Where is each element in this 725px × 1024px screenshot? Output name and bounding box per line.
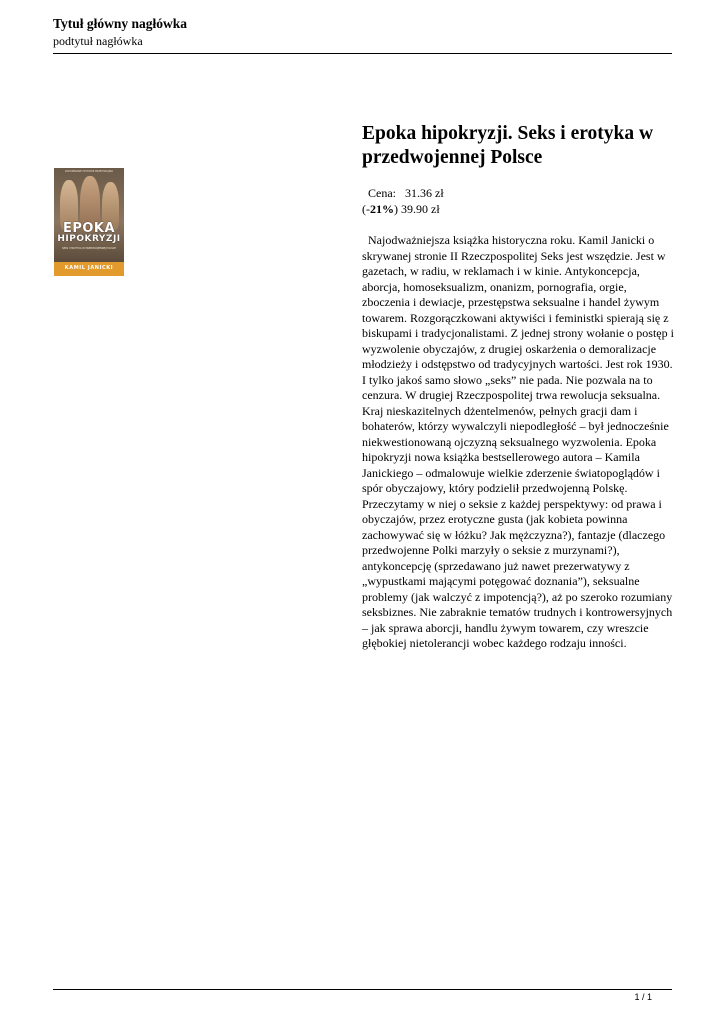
discount-open: (- — [362, 202, 370, 216]
discount-line — [362, 202, 440, 217]
price-label: Cena: — [368, 186, 396, 200]
book-cover-image — [54, 168, 124, 276]
footer-divider — [53, 989, 672, 990]
cover-series-line: ZAPOMNIANE HISTORIE PRZEDWOJNIA — [64, 170, 114, 173]
header-subtitle: podtytuł nagłówka — [53, 34, 143, 48]
book-description — [362, 233, 674, 652]
book-title: Epoka hipokryzji. Seks i erotyka w przedwojennej Polsce — [362, 123, 654, 168]
header-divider — [53, 53, 672, 54]
price-value: 31.36 zł — [405, 186, 444, 200]
price-line — [362, 186, 444, 201]
cover-subtitle: SEKS I EROTYKA W PRZEDWOJENNEJ POLSCE — [62, 247, 116, 250]
description-text: Najodważniejsza książka historyczna roku. Kamil Janicki o skrywanej stronie II Rzeczpospolitej Seks jest wszędzie. Jest w gazetach, w radiu, w reklamach i w kinie. Antykoncepcja, aborcja, homoseksualizm, onanizm, pornografia, orgie, zboczenia i dewiacje, przestępstwa seksualne i handel żywym towarem. Rozgorączkowani aktywiści i feministki spierają się z biskupami i tradycjonalistami. Z jednej strony wołanie o postęp i wyzwolenie obyczajów, z drugiej oskarżenia o demoralizacje młodzieży i odstępstwo od tradycyjnych wartości. Jest rok 1930. I tylko jakoś samo słowo „seks” nie pada. Nie pozwala na to cenzura. W drugiej Rzeczpospolitej trwa rewolucja seksualna. Kraj nieskazitelnych dżentelmenów, pełnych gracji dam i bohaterów, którzy wywalczyli niepodległość – był jednocześnie niekwestionowaną ojczyzną seksualnego wyzwolenia. Epoka hipokryzji nowa książka bestsellerowego autora – Kamila Janickiego – odmalowuje wielkie zderzenie światopoglądów i spór obyczajowy, który podzielił przedwojenną Polskę. Przeczytamy w niej o seksie z każdej perspektywy: od prawa i obyczajów, przez erotyczne gusta (jak kobieta powinna zachowywać się w łóżku? Jak mężczyzna?), fantazje (dlaczego przedwojenne Polki marzyły o seksie z murzynami?), antykoncepcję (sprzedawano już nawet prezerwatywy z „wypustkami mającymi potęgować doznania”), seksualne problemy (jak walczyć z impotencją?), aż po szeroko rozumiany seksbiznes. Nie zabraknie tematów trudnych i kontrowersyjnych – jak sprawa aborcji, handlu żywym towarem, czy wreszcie głębokiej nietolerancji wobec każdego rodzaju inności. — [362, 233, 674, 650]
discount-percent: 21% — [370, 202, 394, 216]
header-title: Tytuł główny nagłówka — [53, 16, 188, 31]
cover-title-line2: HIPOKRYZJI — [57, 234, 121, 244]
discount-close: ) — [394, 202, 398, 216]
page-number: 1 / 1 — [634, 992, 652, 1002]
old-price: 39.90 zł — [401, 202, 440, 216]
cover-author-band — [54, 262, 124, 276]
cover-title-line1: EPOKA — [62, 221, 116, 236]
cover-author: KAMIL JANICKI — [64, 265, 114, 271]
